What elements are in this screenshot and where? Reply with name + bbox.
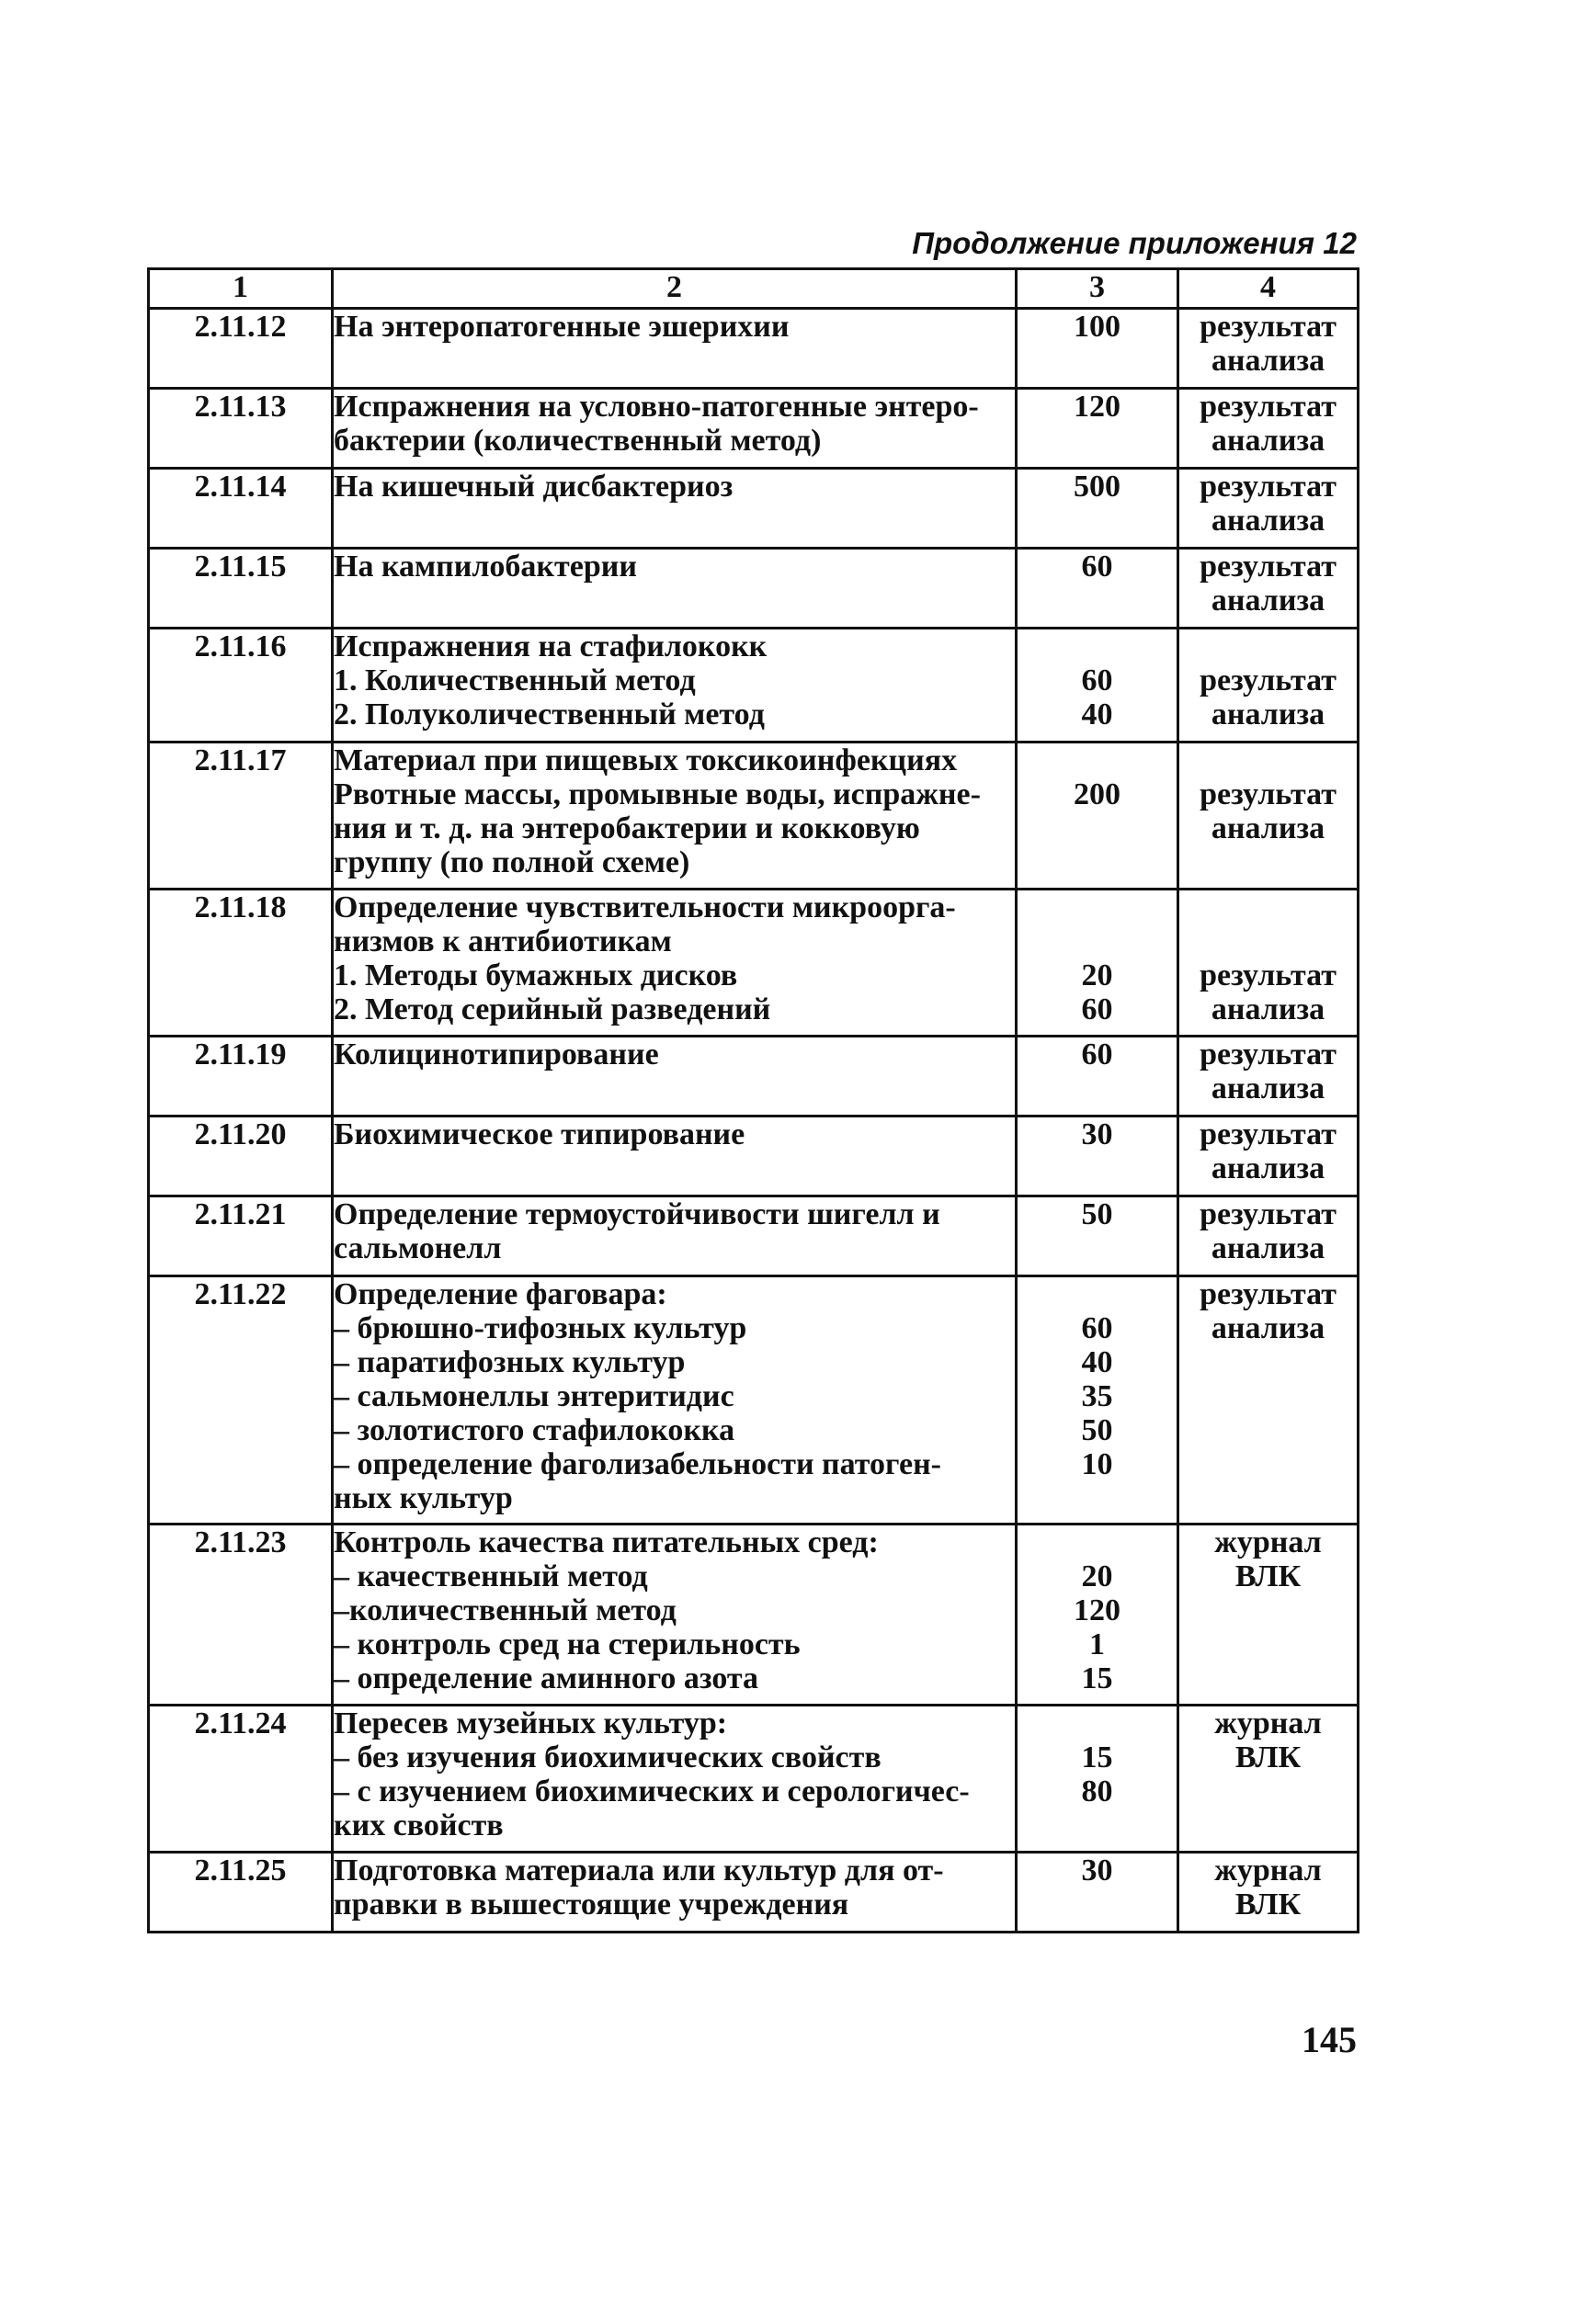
row-description-line: группу (по полной схеме): [334, 845, 690, 879]
row-result: [1178, 389, 1359, 469]
row-quantity-line: [1018, 629, 1177, 663]
row-result-line: анализа: [1211, 1151, 1325, 1185]
row-result-line: [1179, 924, 1357, 958]
page-number: 145: [1302, 2019, 1357, 2060]
row-quantity-line: 100: [1074, 310, 1120, 344]
row-description-line: – сальмонеллы энтеритидис: [334, 1379, 734, 1413]
row-quantity-line: 200: [1074, 777, 1120, 811]
row-result-line: [1179, 743, 1357, 777]
row-result-line: [1179, 890, 1357, 924]
row-quantity-line: 15: [1081, 1740, 1113, 1774]
table-row: [149, 1117, 1359, 1196]
row-result: [1178, 469, 1359, 549]
table-row: [149, 1196, 1359, 1276]
row-code: 2.11.19: [149, 1037, 333, 1117]
row-description: [333, 1276, 1017, 1525]
row-quantity: [1017, 549, 1178, 629]
row-description-line: Контроль качества питательных сред:: [334, 1525, 879, 1559]
row-quantity-line: 1: [1089, 1627, 1105, 1661]
row-result-line: анализа: [1211, 344, 1325, 378]
row-result-line: журнал: [1214, 1525, 1322, 1559]
table-row: [149, 1853, 1359, 1933]
row-result-line: анализа: [1211, 584, 1325, 618]
row-description-line: 2. Полуколичественный метод: [334, 697, 765, 731]
row-description-line: – качественный метод: [334, 1559, 648, 1593]
row-result: [1178, 1037, 1359, 1117]
row-code: 2.11.21: [149, 1196, 333, 1276]
row-code: 2.11.15: [149, 549, 333, 629]
table-row: [149, 629, 1359, 743]
row-description-line: 1. Методы бумажных дисков: [334, 958, 738, 992]
row-description-line: ных культур: [334, 1481, 513, 1515]
row-description: [333, 549, 1017, 629]
row-quantity-line: 120: [1074, 1593, 1120, 1627]
table-row: [149, 743, 1359, 890]
row-quantity-line: 20: [1081, 958, 1113, 992]
row-description: [333, 1117, 1017, 1196]
row-quantity-line: [1018, 1706, 1177, 1740]
row-result-line: ВЛК: [1234, 1559, 1302, 1593]
row-quantity-line: 20: [1081, 1559, 1113, 1593]
row-description-line: Пересев музейных культур:: [334, 1706, 728, 1740]
table-row: [149, 1276, 1359, 1525]
row-result-line: анализа: [1211, 1231, 1325, 1265]
row-description: [333, 1196, 1017, 1276]
row-description-line: Определение чувствительности микроорга-: [334, 890, 956, 924]
row-quantity: [1017, 1276, 1178, 1525]
row-quantity-line: [1018, 1525, 1177, 1559]
row-description-line: На кишечный дисбактериоз: [334, 470, 734, 504]
row-quantity-line: 15: [1081, 1661, 1113, 1695]
row-quantity-line: 80: [1081, 1774, 1113, 1808]
row-result-line: результат: [1200, 1277, 1336, 1311]
row-quantity-line: 30: [1081, 1117, 1113, 1151]
row-quantity-line: 60: [1081, 550, 1113, 584]
row-result-line: результат: [1200, 550, 1336, 584]
row-result: [1178, 549, 1359, 629]
table-row: [149, 549, 1359, 629]
row-quantity: [1017, 1853, 1178, 1933]
row-result-line: результат: [1200, 390, 1336, 424]
row-result-line: результат: [1200, 958, 1336, 992]
row-description-line: Определение термоустойчивости шигелл и: [334, 1197, 940, 1231]
row-description: [333, 1037, 1017, 1117]
table-row: [149, 389, 1359, 469]
row-result-line: анализа: [1211, 504, 1325, 538]
row-description-line: Определение фаговара:: [334, 1277, 667, 1311]
row-description-line: 2. Метод серийный разведений: [334, 992, 771, 1026]
row-description: [333, 743, 1017, 890]
row-quantity: [1017, 1037, 1178, 1117]
row-result-line: анализа: [1211, 1071, 1325, 1105]
row-quantity-line: [1018, 924, 1177, 958]
row-description: [333, 469, 1017, 549]
row-quantity-line: 35: [1081, 1379, 1113, 1413]
row-quantity: [1017, 469, 1178, 549]
row-result: [1178, 1276, 1359, 1525]
row-quantity: [1017, 1196, 1178, 1276]
row-result-line: результат: [1200, 777, 1336, 811]
table-row: [149, 1037, 1359, 1117]
table-row: [149, 1706, 1359, 1853]
row-code: 2.11.14: [149, 469, 333, 549]
row-description-line: – контроль сред на стерильность: [334, 1627, 801, 1661]
row-code: 2.11.23: [149, 1525, 333, 1706]
row-result-line: [1179, 629, 1357, 663]
table-header-row: [149, 269, 1359, 309]
row-quantity-line: 60: [1081, 1037, 1113, 1071]
row-quantity: [1017, 890, 1178, 1037]
row-quantity-line: 500: [1074, 470, 1120, 504]
row-result: [1178, 890, 1359, 1037]
row-result: [1178, 1525, 1359, 1706]
row-result-line: результат: [1200, 663, 1336, 697]
row-quantity-line: [1018, 743, 1177, 777]
row-description-line: Испражнения на стафилококк: [334, 629, 768, 663]
row-description-line: Материал при пищевых токсикоинфекциях: [334, 743, 958, 777]
row-quantity-line: 10: [1081, 1447, 1113, 1481]
row-result-line: анализа: [1211, 992, 1325, 1026]
row-description-line: Рвотные массы, промывные воды, испражне-: [334, 777, 981, 811]
row-code: 2.11.20: [149, 1117, 333, 1196]
table-row: [149, 309, 1359, 389]
table-row: [149, 469, 1359, 549]
row-description: [333, 629, 1017, 743]
row-code: 2.11.12: [149, 309, 333, 389]
row-quantity: [1017, 1706, 1178, 1853]
row-quantity-line: [1018, 890, 1177, 924]
row-description-line: –количественный метод: [334, 1593, 677, 1627]
row-description: [333, 389, 1017, 469]
row-result: [1178, 629, 1359, 743]
row-code: 2.11.25: [149, 1853, 333, 1933]
row-result: [1178, 1853, 1359, 1933]
row-description-line: Биохимическое типирование: [334, 1117, 745, 1151]
row-description-line: правки в вышестоящие учреждения: [334, 1888, 849, 1922]
row-code: 2.11.22: [149, 1276, 333, 1525]
row-quantity-line: 60: [1081, 1311, 1113, 1345]
row-result: [1178, 1706, 1359, 1853]
row-description-line: На энтеропатогенные эшерихии: [334, 310, 790, 344]
table-row: [149, 1525, 1359, 1706]
row-result: [1178, 1117, 1359, 1196]
row-quantity: [1017, 309, 1178, 389]
row-code: 2.11.24: [149, 1706, 333, 1853]
row-description-line: – без изучения биохимических свойств: [334, 1740, 881, 1774]
row-description-line: – паратифозных культур: [334, 1345, 686, 1379]
row-description-line: – определение аминного азота: [334, 1661, 759, 1695]
row-description: [333, 1853, 1017, 1933]
row-code: 2.11.13: [149, 389, 333, 469]
row-result-line: анализа: [1211, 424, 1325, 458]
table-row: [149, 890, 1359, 1037]
row-description-line: На кампилобактерии: [334, 550, 637, 584]
header-col-3: 3: [1017, 269, 1178, 309]
row-result-line: результат: [1200, 1197, 1336, 1231]
row-result-line: результат: [1200, 1117, 1336, 1151]
row-result-line: журнал: [1214, 1706, 1322, 1740]
row-quantity-line: 30: [1081, 1854, 1113, 1888]
row-result: [1178, 743, 1359, 890]
row-result-line: результат: [1200, 470, 1336, 504]
table-caption: Продолжение приложения 12: [912, 226, 1357, 260]
row-code: 2.11.16: [149, 629, 333, 743]
row-result-line: анализа: [1211, 811, 1325, 845]
row-quantity-line: 40: [1081, 697, 1113, 731]
row-result-line: журнал: [1214, 1854, 1322, 1888]
row-quantity: [1017, 1117, 1178, 1196]
row-result-line: результат: [1200, 310, 1336, 344]
row-quantity-line: 40: [1081, 1345, 1113, 1379]
row-result-line: ВЛК: [1234, 1888, 1302, 1922]
row-quantity: [1017, 629, 1178, 743]
row-quantity-line: 50: [1081, 1197, 1113, 1231]
table-body: [149, 309, 1359, 1933]
row-description-line: – золотистого стафилококка: [334, 1413, 735, 1447]
row-description-line: 1. Количественный метод: [334, 663, 696, 697]
row-quantity: [1017, 743, 1178, 890]
row-description-line: сальмонелл: [334, 1231, 502, 1265]
row-quantity-line: [1018, 1277, 1177, 1311]
row-description: [333, 1706, 1017, 1853]
row-description-line: Колицинотипирование: [334, 1037, 659, 1071]
row-description: [333, 309, 1017, 389]
row-quantity-line: 120: [1074, 390, 1120, 424]
row-description-line: Испражнения на условно-патогенные энтеро-: [334, 390, 979, 424]
row-quantity-line: 60: [1081, 992, 1113, 1026]
header-col-2: 2: [333, 269, 1017, 309]
row-description-line: – брюшно-тифозных культур: [334, 1311, 747, 1345]
row-quantity-line: 60: [1081, 663, 1113, 697]
row-description-line: Подготовка материала или культур для от-: [334, 1854, 944, 1888]
row-result-line: результат: [1200, 1037, 1336, 1071]
row-result-line: ВЛК: [1234, 1740, 1302, 1774]
row-description-line: низмов к антибиотикам: [334, 924, 672, 958]
row-quantity: [1017, 389, 1178, 469]
row-description-line: бактерии (количественный метод): [334, 424, 822, 458]
row-result: [1178, 1196, 1359, 1276]
row-result: [1178, 309, 1359, 389]
row-description: [333, 890, 1017, 1037]
header-col-1: 1: [149, 269, 333, 309]
row-description: [333, 1525, 1017, 1706]
row-result-line: анализа: [1211, 697, 1325, 731]
row-quantity-line: 50: [1081, 1413, 1113, 1447]
row-description-line: – с изучением биохимических и серологичес-: [334, 1774, 970, 1808]
row-description-line: ния и т. д. на энтеробактерии и кокковую: [334, 811, 920, 845]
row-code: 2.11.17: [149, 743, 333, 890]
header-col-4: 4: [1178, 269, 1359, 309]
row-quantity: [1017, 1525, 1178, 1706]
row-description-line: ких свойств: [334, 1808, 504, 1842]
row-result-line: анализа: [1211, 1311, 1325, 1345]
price-table: [147, 267, 1359, 1933]
row-code: 2.11.18: [149, 890, 333, 1037]
row-description-line: – определение фаголизабельности патоген-: [334, 1447, 941, 1481]
